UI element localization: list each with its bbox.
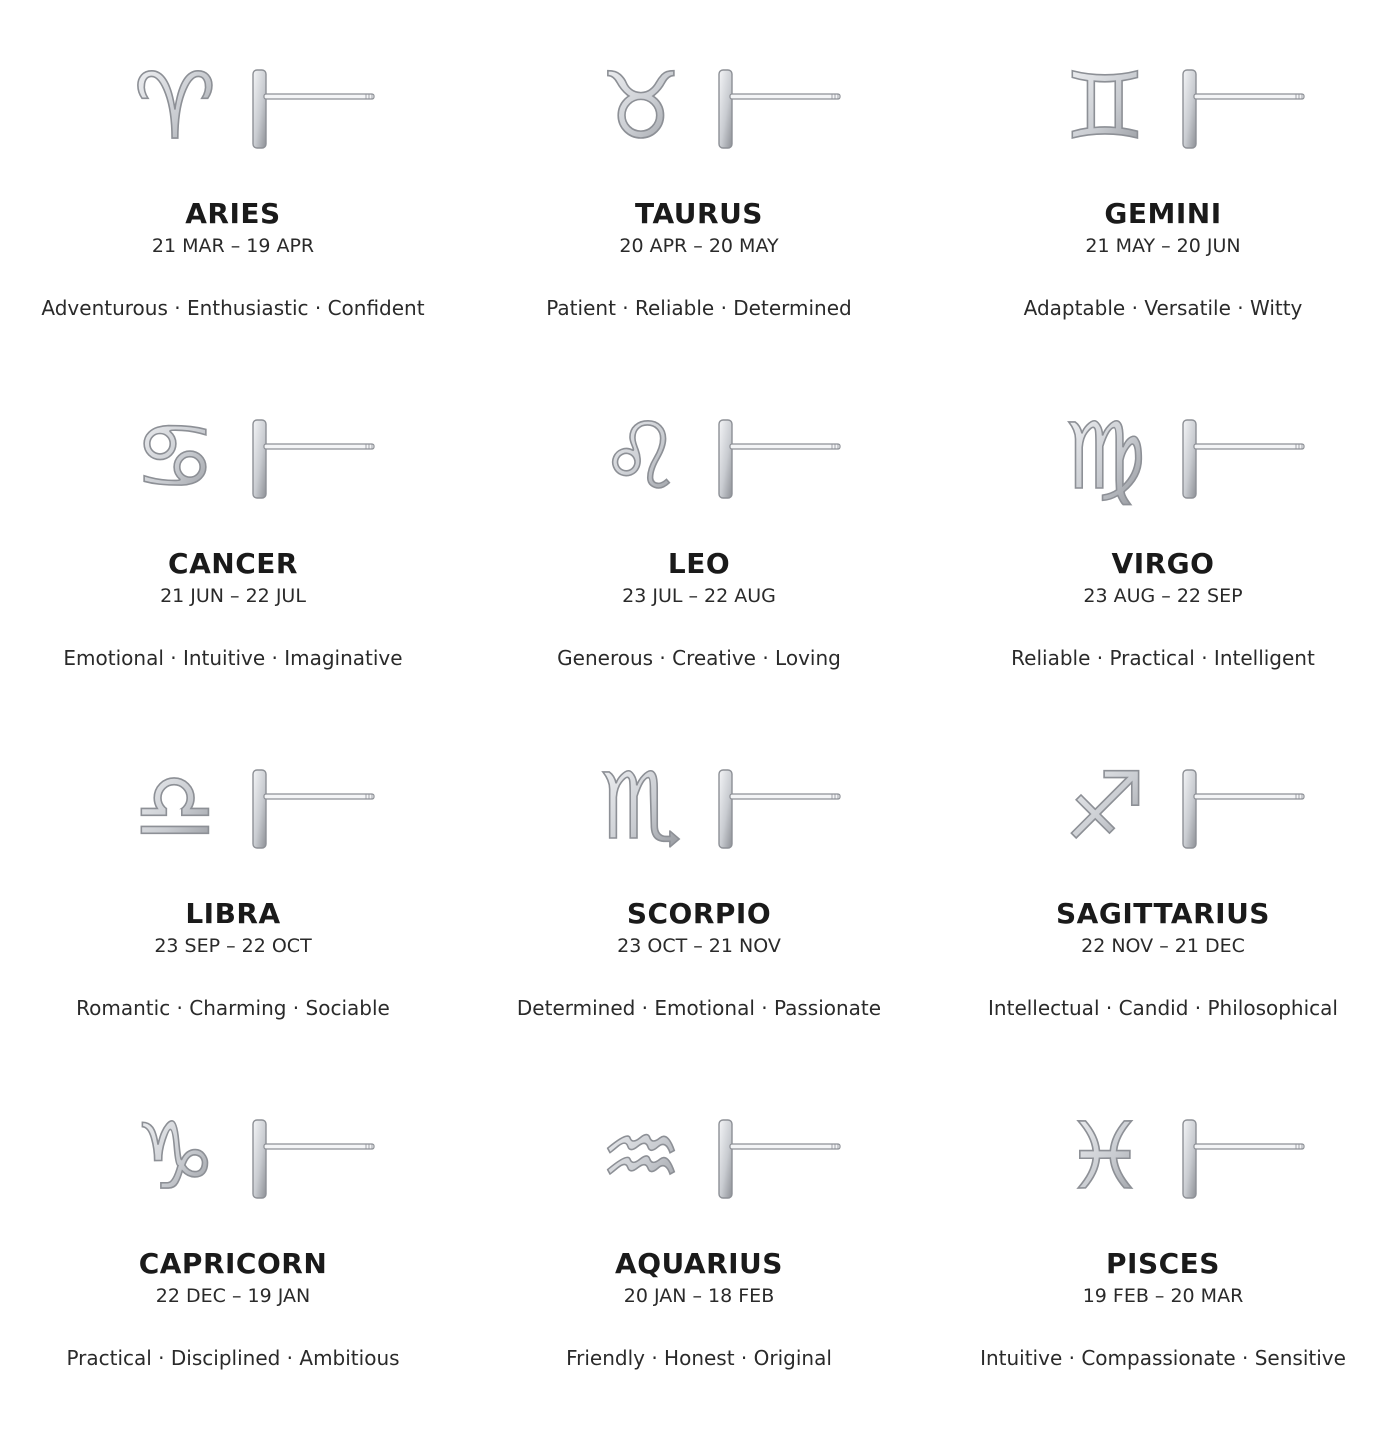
zodiac-card-leo bbox=[466, 390, 932, 740]
earring-bar-icon bbox=[719, 770, 732, 848]
sign-name: CAPRICORN bbox=[138, 1247, 328, 1280]
zodiac-card-libra bbox=[0, 740, 466, 1090]
sign-dates: 21 JUN – 22 JUL bbox=[160, 585, 306, 607]
earring-artwork bbox=[930, 50, 1396, 170]
earring-artwork bbox=[0, 1100, 466, 1220]
zodiac-card-capricorn bbox=[0, 1090, 466, 1440]
sign-traits: Intuitive · Compassionate · Sensitive bbox=[980, 1346, 1346, 1370]
sign-name: AQUARIUS bbox=[615, 1247, 783, 1280]
earring-post-icon bbox=[1194, 444, 1304, 449]
zodiac-card-cancer bbox=[0, 390, 466, 740]
sign-traits: Practical · Disciplined · Ambitious bbox=[66, 1346, 400, 1370]
cancer-symbol-icon: ♋ bbox=[133, 403, 217, 510]
earring-post-icon bbox=[264, 94, 374, 99]
sign-traits: Friendly · Honest · Original bbox=[566, 1346, 832, 1370]
earring-post-icon bbox=[264, 444, 374, 449]
sign-traits: Intellectual · Candid · Philosophical bbox=[988, 996, 1338, 1020]
sign-traits: Adventurous · Enthusiastic · Confident bbox=[41, 296, 425, 320]
sign-name: LIBRA bbox=[185, 897, 281, 930]
earring-artwork bbox=[930, 1100, 1396, 1220]
earring-post-icon bbox=[1194, 794, 1304, 799]
earring-artwork bbox=[466, 750, 932, 870]
zodiac-card-gemini bbox=[930, 40, 1396, 390]
sign-name: CANCER bbox=[168, 547, 298, 580]
sign-dates: 20 APR – 20 MAY bbox=[619, 235, 779, 257]
earring-bar-icon bbox=[1183, 770, 1196, 848]
earring-bar-icon bbox=[1183, 1120, 1196, 1198]
zodiac-card-taurus bbox=[466, 40, 932, 390]
sign-dates: 19 FEB – 20 MAR bbox=[1082, 1285, 1244, 1307]
sign-traits: Reliable · Practical · Intelligent bbox=[1011, 646, 1315, 670]
zodiac-card-sagittarius bbox=[930, 740, 1396, 1090]
zodiac-card-aries bbox=[0, 40, 466, 390]
sign-dates: 23 SEP – 22 OCT bbox=[154, 935, 312, 957]
sign-name: LEO bbox=[667, 547, 731, 580]
zodiac-card-aquarius bbox=[466, 1090, 932, 1440]
earring-artwork bbox=[466, 400, 932, 520]
earring-artwork bbox=[930, 400, 1396, 520]
earring-artwork bbox=[0, 750, 466, 870]
sign-dates: 20 JAN – 18 FEB bbox=[623, 1285, 775, 1307]
earring-post-icon bbox=[730, 794, 840, 799]
sign-traits: Generous · Creative · Loving bbox=[557, 646, 841, 670]
earring-bar-icon bbox=[1183, 70, 1196, 148]
sign-name: VIRGO bbox=[1111, 547, 1215, 580]
sign-name: TAURUS bbox=[635, 197, 763, 230]
capricorn-symbol-icon: ♑ bbox=[133, 1103, 217, 1210]
earring-post-icon bbox=[1194, 1144, 1304, 1149]
sign-dates: 22 NOV – 21 DEC bbox=[1081, 935, 1245, 957]
earring-bar-icon bbox=[1183, 420, 1196, 498]
sign-dates: 21 MAR – 19 APR bbox=[151, 235, 315, 257]
zodiac-card-pisces bbox=[930, 1090, 1396, 1440]
sign-traits: Adaptable · Versatile · Witty bbox=[1023, 296, 1303, 320]
pisces-symbol-icon: ♓ bbox=[1063, 1103, 1147, 1210]
zodiac-card-scorpio bbox=[466, 740, 932, 1090]
sign-name: GEMINI bbox=[1104, 197, 1222, 230]
earring-post-icon bbox=[264, 1144, 374, 1149]
sign-traits: Determined · Emotional · Passionate bbox=[516, 996, 882, 1020]
earring-post-icon bbox=[730, 94, 840, 99]
sign-dates: 21 MAY – 20 JUN bbox=[1085, 235, 1241, 257]
zodiac-card-virgo bbox=[930, 390, 1396, 740]
sign-name: SAGITTARIUS bbox=[1056, 897, 1270, 930]
sign-traits: Romantic · Charming · Sociable bbox=[76, 996, 390, 1020]
earring-post-icon bbox=[1194, 94, 1304, 99]
earring-post-icon bbox=[730, 1144, 840, 1149]
libra-symbol-icon: ♎ bbox=[133, 753, 217, 860]
earring-artwork bbox=[0, 50, 466, 170]
earring-bar-icon bbox=[719, 1120, 732, 1198]
virgo-symbol-icon: ♍ bbox=[1063, 403, 1147, 510]
aquarius-symbol-icon: ♒ bbox=[599, 1103, 683, 1210]
aries-symbol-icon: ♈ bbox=[133, 53, 217, 160]
sign-traits: Patient · Reliable · Determined bbox=[546, 296, 852, 320]
sign-dates: 23 AUG – 22 SEP bbox=[1083, 585, 1243, 607]
sign-name: SCORPIO bbox=[626, 897, 772, 930]
earring-bar-icon bbox=[719, 70, 732, 148]
scorpio-symbol-icon: ♏ bbox=[599, 753, 683, 860]
earring-post-icon bbox=[264, 794, 374, 799]
earring-bar-icon bbox=[253, 1120, 266, 1198]
earring-post-icon bbox=[730, 444, 840, 449]
sign-traits: Emotional · Intuitive · Imaginative bbox=[63, 646, 403, 670]
sign-dates: 23 JUL – 22 AUG bbox=[622, 585, 776, 607]
leo-symbol-icon: ♌ bbox=[599, 403, 683, 510]
earring-bar-icon bbox=[253, 420, 266, 498]
sign-dates: 22 DEC – 19 JAN bbox=[155, 1285, 311, 1307]
sign-name: ARIES bbox=[185, 197, 281, 230]
earring-bar-icon bbox=[253, 770, 266, 848]
gemini-symbol-icon: ♊ bbox=[1063, 53, 1147, 160]
sagittarius-symbol-icon: ♐ bbox=[1063, 753, 1147, 860]
sign-name: PISCES bbox=[1106, 1247, 1220, 1280]
earring-artwork bbox=[466, 1100, 932, 1220]
earring-artwork bbox=[0, 400, 466, 520]
sign-dates: 23 OCT – 21 NOV bbox=[617, 935, 781, 957]
taurus-symbol-icon: ♉ bbox=[599, 53, 683, 160]
earring-artwork bbox=[930, 750, 1396, 870]
earring-artwork bbox=[466, 50, 932, 170]
earring-bar-icon bbox=[253, 70, 266, 148]
earring-bar-icon bbox=[719, 420, 732, 498]
